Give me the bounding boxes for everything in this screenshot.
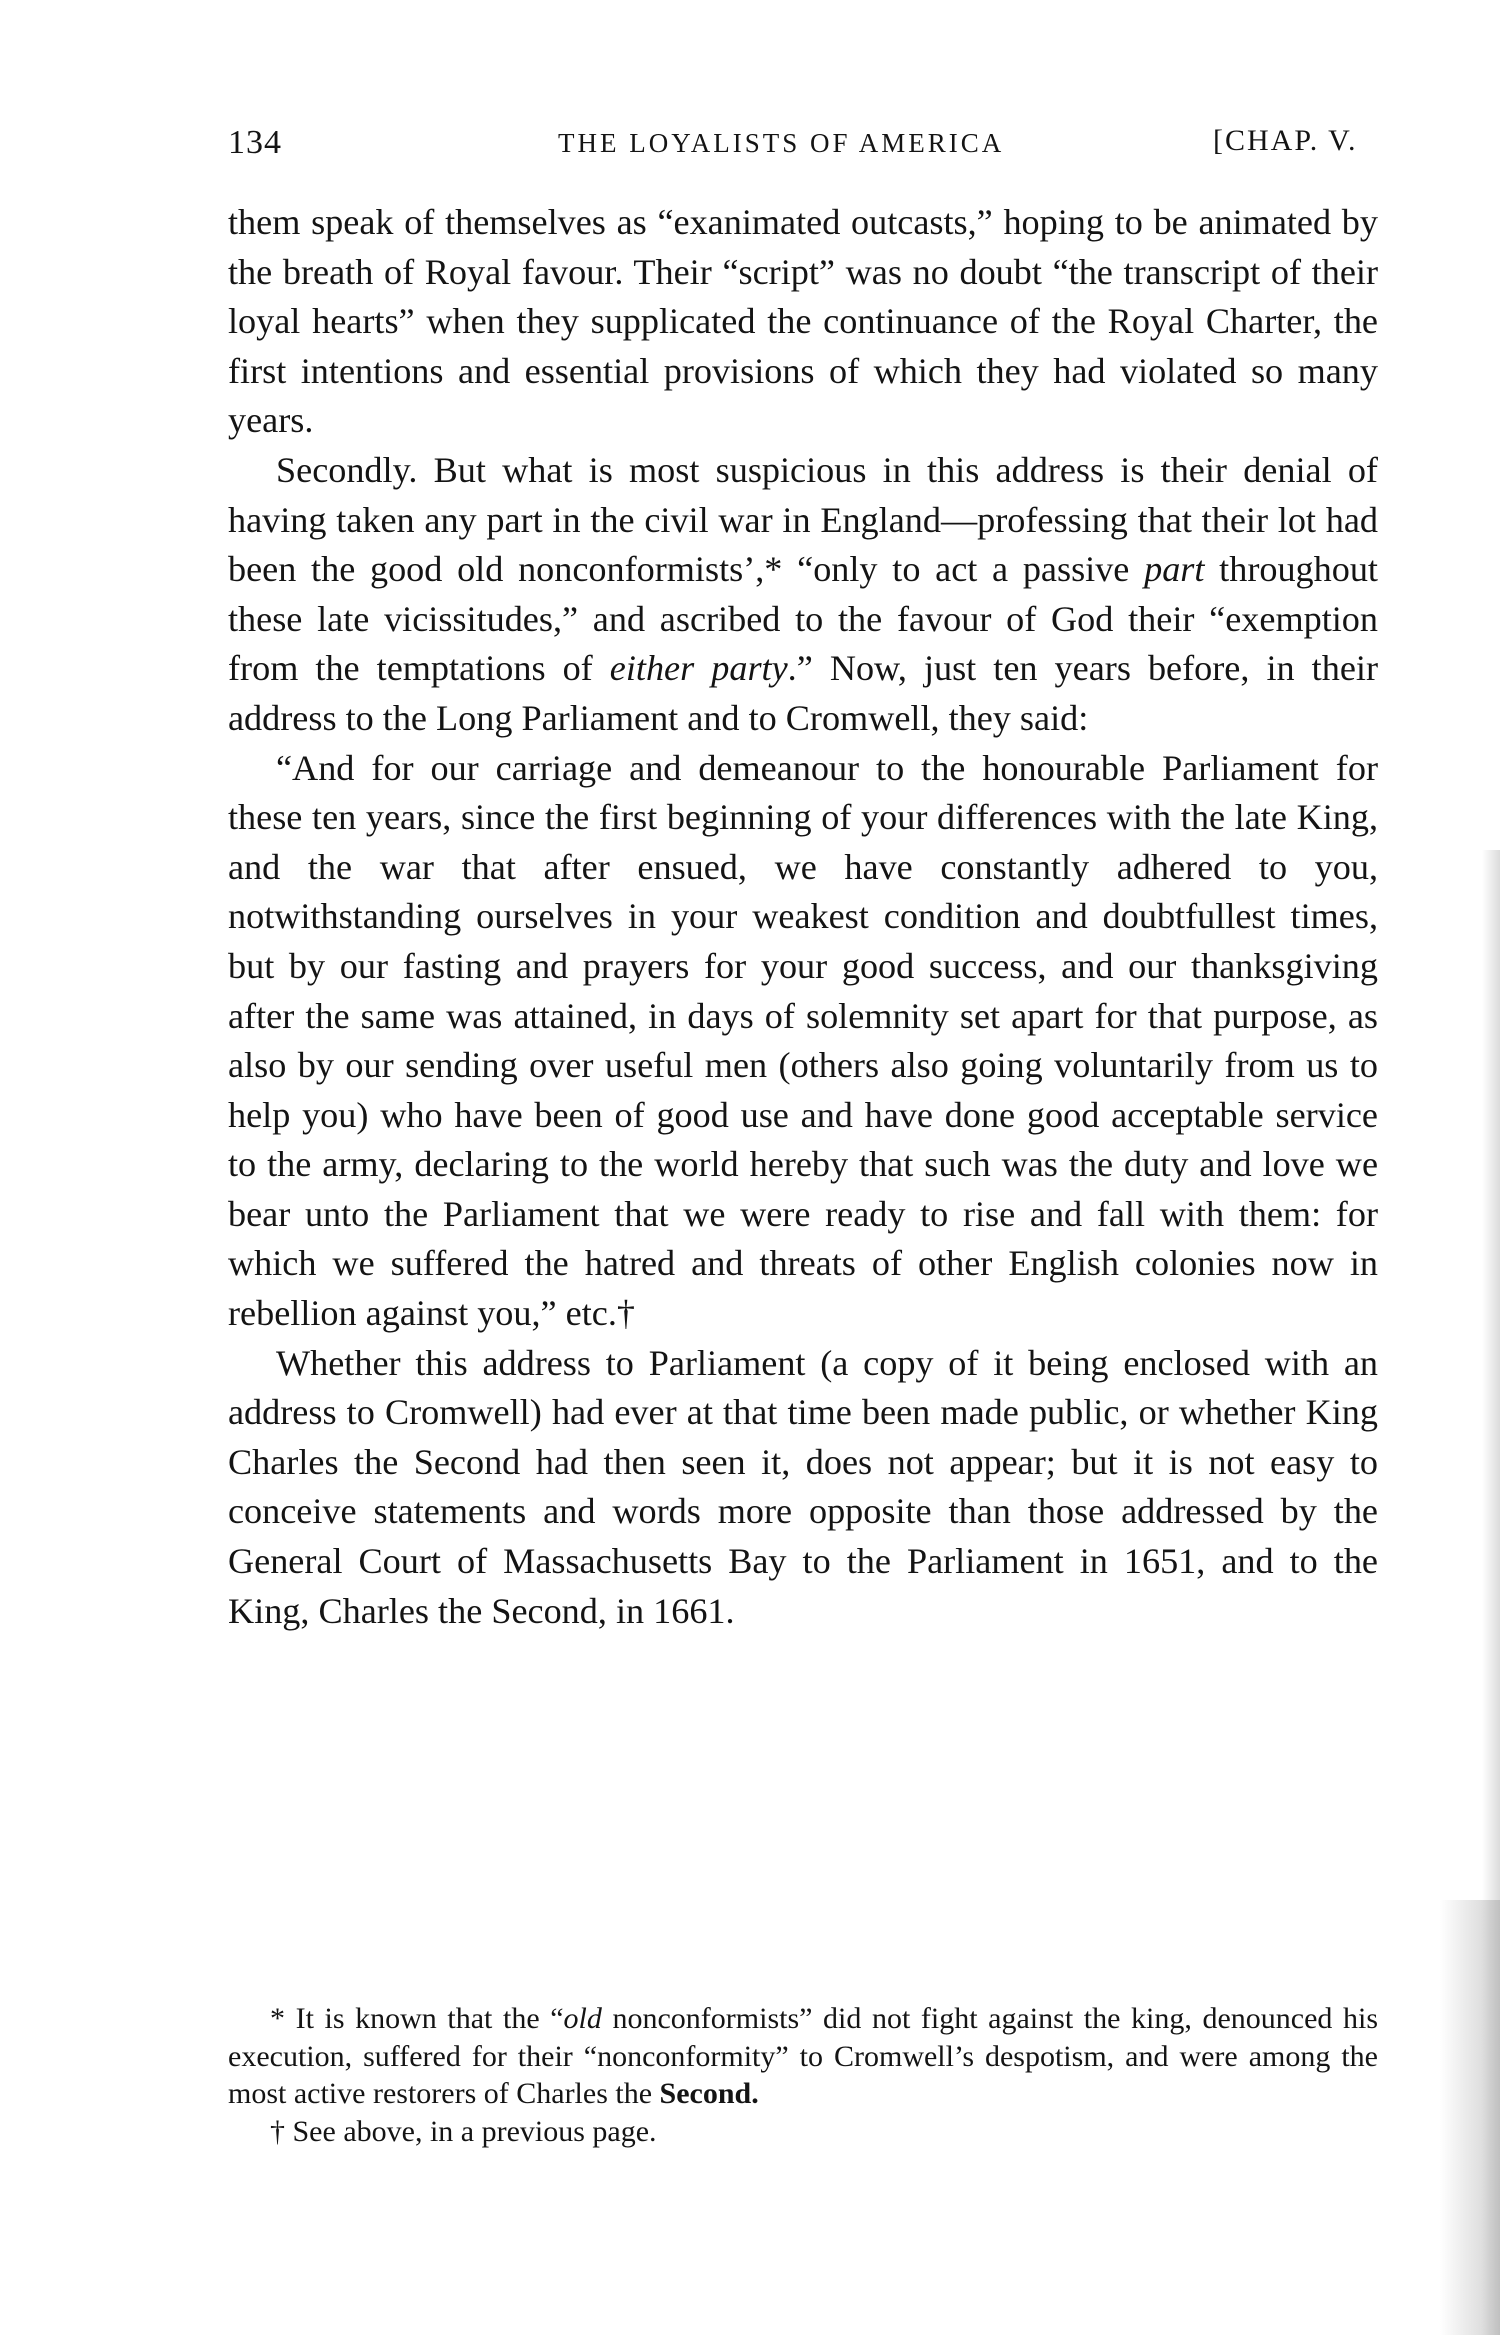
paragraph-text: Secondly. But what is most suspicious in this address is their denial of having taken any part in the civil war in England—professing that their lot had been the good old nonconformists’,* “only to act a passive bbox=[228, 449, 1378, 590]
page-edge-shadow bbox=[1440, 1900, 1500, 2335]
chapter-reference: [CHAP. V. bbox=[1213, 124, 1358, 157]
footnote-text: * It is known that the “ bbox=[270, 2002, 564, 2035]
body-text bbox=[228, 198, 1378, 1636]
paragraph-secondly bbox=[228, 446, 1378, 744]
paragraph-text: .” Now, just ten years before, in their address to the Long Parliament and to Cromwell, they said: bbox=[228, 648, 1378, 738]
footnote-star bbox=[228, 2000, 1378, 2113]
quoted-address: “And for our carriage and demeanour to the honourable Parliament for these ten years, since the first beginning of your differences with the late King, and the war that after ensued, we have constantly adhered to you, notwithstanding ourselves in your weakest condition and doubtfullest times, but by our fasting and prayers for your good success, and our thanksgiving after the same was attained, in days of solemnity set apart for that purpose, as also by our sending over useful men (others also going voluntarily from us to help you) who have been of good use and have done good acceptable service to the army, declaring to the world hereby that such was the duty and love we bear unto the Parliament that we were ready to rise and fall with them: for which we suffered the hatred and threats of other English colonies now in rebellion against you,” etc.† bbox=[228, 747, 1378, 1334]
footnote-text: Second. bbox=[659, 2077, 759, 2110]
footnotes bbox=[228, 2000, 1378, 2150]
italic-text: either party bbox=[609, 648, 788, 689]
running-head: THE LOYALISTS OF AMERICA bbox=[558, 128, 1005, 158]
paragraph-whether: Whether this address to Parliament (a copy of it being enclosed with an address to Cromwell) had ever at that time been made public, or whether King Charles the Second had then seen it, does not appear; but it is not easy to conceive statements and words more opposite than those addressed by the General Court of Massachusetts Bay to the Parliament in 1651, and to the King, Charles the Second, in 1661. bbox=[228, 1342, 1378, 1631]
footnote-dagger: † See above, in a previous page. bbox=[270, 2114, 657, 2148]
footnote-text: nonconformists” did not fight against the king, denounced his execution, suffered for their “nonconformity” to Cromwell’s despotism, and were among the most active restorers of Charles the bbox=[228, 2002, 1378, 2110]
italic-text: old bbox=[563, 2002, 602, 2035]
paragraph-text: throughout these late vicissitudes,” and ascribed to the favour of God their “exemption from the temptations of bbox=[228, 549, 1378, 689]
italic-text: part bbox=[1144, 549, 1205, 590]
page-number: 134 bbox=[228, 124, 282, 161]
page-header bbox=[228, 124, 1388, 170]
paragraph-continuation: them speak of themselves as “exanimated outcasts,” hoping to be animated by the breath of Royal favour. Their “script” was no doubt “the transcript of their loyal hearts” when they supplicated the continuance of the Royal Charter, the first intentions and essential provisions of which they had violated so many years. bbox=[228, 202, 1378, 441]
